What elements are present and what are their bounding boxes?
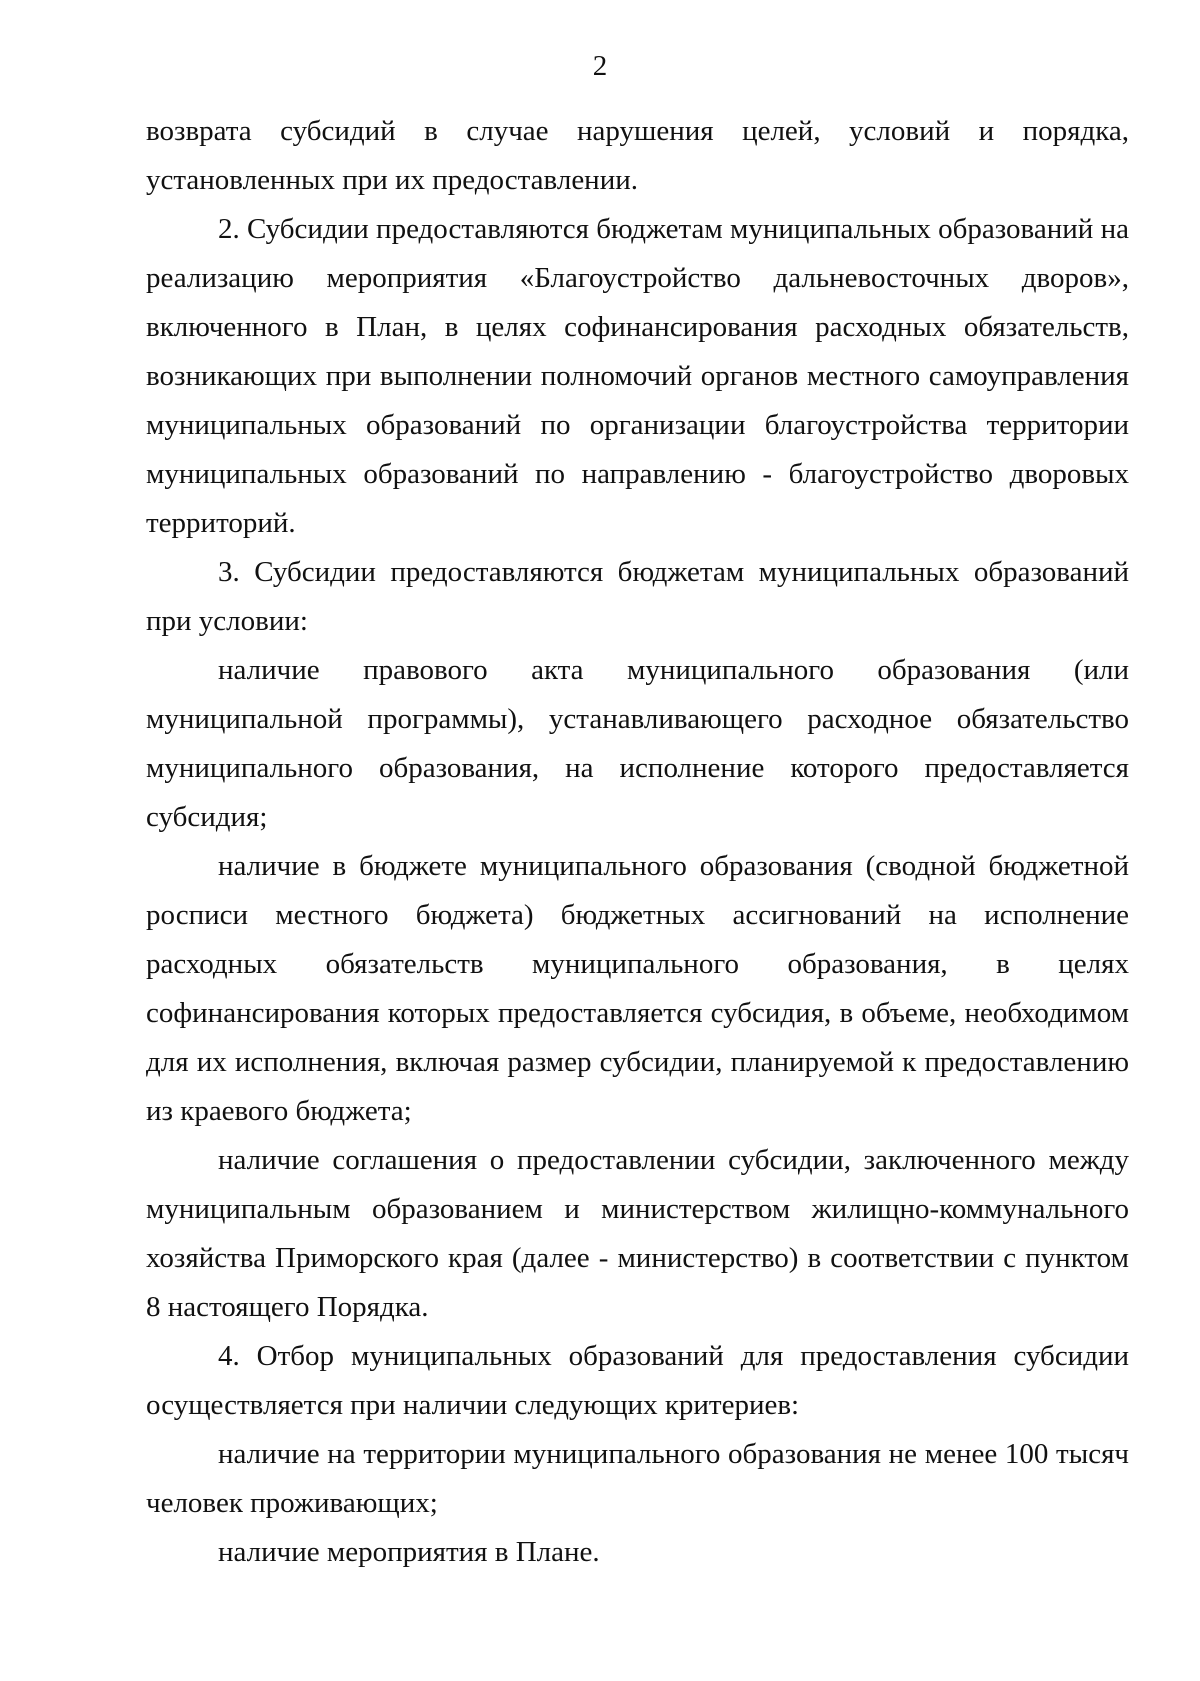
paragraph: наличие мероприятия в Плане. xyxy=(218,1536,600,1568)
paragraph: наличие соглашения о предоставлении субсидии, заключенного между муниципальным образованием и министерством жилищно-коммунального хозяйства Приморского края (далее - министерство) в соответствии с пунктом 8 настоящего Порядка. xyxy=(146,1144,1129,1323)
paragraph: наличие в бюджете муниципального образования (сводной бюджетной росписи местного бюджета) бюджетных ассигнований на исполнение расходных обязательств муниципального образования, в целях софинансирования которых предоставляется субсидия, в объеме, необходимом для их исполнения, включая размер субсидии, планируемой к предоставлению из краевого бюджета; xyxy=(146,850,1129,1127)
paragraph: наличие на территории муниципального образования не менее 100 тысяч человек проживающих; xyxy=(146,1438,1129,1519)
paragraph: 4. Отбор муниципальных образований для предоставления субсидии осуществляется при наличии следующих критериев: xyxy=(146,1340,1129,1421)
paragraph: 3. Субсидии предоставляются бюджетам муниципальных образований при условии: xyxy=(146,556,1129,637)
document-body xyxy=(146,107,1129,1577)
paragraph: возврата субсидий в случае нарушения целей, условий и порядка, установленных при их предоставлении. xyxy=(146,115,1129,196)
paragraph: наличие правового акта муниципального образования (или муниципальной программы), устанавливающего расходное обязательство муниципального образования, на исполнение которого предоставляется субсидия; xyxy=(146,654,1129,833)
paragraph: 2. Субсидии предоставляются бюджетам муниципальных образований на реализацию мероприятия «Благоустройство дальневосточных дворов», включенного в План, в целях софинансирования расходных обязательств, возникающих при выполнении полномочий органов местного самоуправления муниципальных образований по организации благоустройства территории муниципальных образований по направлению - благоустройство дворовых территорий. xyxy=(146,213,1129,539)
page-number: 2 xyxy=(592,50,608,82)
